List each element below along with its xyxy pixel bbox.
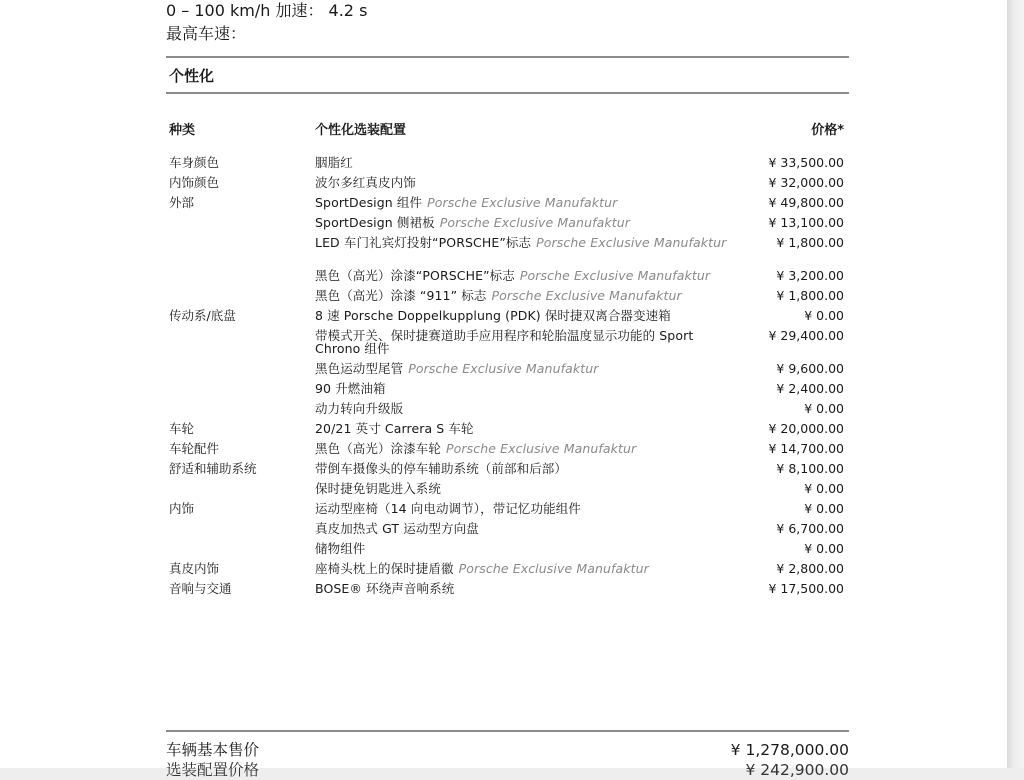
row-option-brand: Porsche Exclusive Manufaktur bbox=[446, 441, 637, 456]
acceleration-line: 0 – 100 km/h 加速： 4.2 s bbox=[166, 1, 368, 20]
column-header-category: 种类 bbox=[169, 123, 196, 138]
row-option-text: 黑色（高光）涂漆车轮 bbox=[315, 441, 442, 456]
row-option-brand: Porsche Exclusive Manufaktur bbox=[536, 235, 727, 250]
column-header-price: 价格* bbox=[811, 123, 844, 138]
row-price: ¥ 0.00 bbox=[804, 501, 844, 516]
row-option bbox=[315, 236, 735, 249]
row-option bbox=[315, 269, 735, 282]
row-option bbox=[315, 176, 735, 189]
options-price-value: ¥ 242,900.00 bbox=[745, 761, 849, 779]
row-price: ¥ 49,800.00 bbox=[768, 195, 844, 210]
row-price: ¥ 13,100.00 bbox=[768, 215, 844, 230]
section-divider-top bbox=[166, 56, 849, 58]
page-edge-shadow bbox=[1007, 0, 1024, 768]
row-price: ¥ 1,800.00 bbox=[776, 288, 844, 303]
row-option-brand: Porsche Exclusive Manufaktur bbox=[491, 288, 682, 303]
row-option-text: 带模式开关、保时捷赛道助手应用程序和轮胎温度显示功能的 Sport Chrono 组件 bbox=[315, 328, 694, 356]
row-price: ¥ 1,800.00 bbox=[776, 235, 844, 250]
row-option-text: 运动型座椅（14 向电动调节），带记忆功能组件 bbox=[315, 501, 581, 516]
row-option-text: BOSE® 环绕声音响系统 bbox=[315, 581, 455, 596]
row-price: ¥ 2,400.00 bbox=[776, 381, 844, 396]
row-price: ¥ 29,400.00 bbox=[768, 328, 844, 343]
row-category: 真皮内饰 bbox=[169, 561, 220, 576]
row-option bbox=[315, 216, 735, 229]
row-price: ¥ 20,000.00 bbox=[768, 421, 844, 436]
row-option bbox=[315, 502, 735, 515]
row-price: ¥ 9,600.00 bbox=[776, 361, 844, 376]
row-category: 车轮 bbox=[169, 421, 195, 436]
summary-divider bbox=[166, 730, 849, 732]
row-option bbox=[315, 582, 735, 595]
row-option-text: 90 升燃油箱 bbox=[315, 381, 386, 396]
row-option bbox=[315, 382, 735, 395]
row-price: ¥ 17,500.00 bbox=[768, 581, 844, 596]
row-price: ¥ 2,800.00 bbox=[776, 561, 844, 576]
row-option-text: 保时捷免钥匙进入系统 bbox=[315, 481, 442, 496]
row-price: ¥ 14,700.00 bbox=[768, 441, 844, 456]
row-price: ¥ 3,200.00 bbox=[776, 268, 844, 283]
row-option bbox=[315, 402, 735, 415]
top-speed-line: 最高车速： bbox=[166, 24, 247, 43]
row-price: ¥ 0.00 bbox=[804, 401, 844, 416]
row-price: ¥ 0.00 bbox=[804, 481, 844, 496]
row-category: 舒适和辅助系统 bbox=[169, 461, 257, 476]
row-option-text: 8 速 Porsche Doppelkupplung (PDK) 保时捷双离合器变速箱 bbox=[315, 308, 671, 323]
row-price: ¥ 8,100.00 bbox=[776, 461, 844, 476]
row-category: 音响与交通 bbox=[169, 581, 232, 596]
row-category: 车身颜色 bbox=[169, 155, 220, 170]
row-option bbox=[315, 422, 735, 435]
row-category: 内饰颜色 bbox=[169, 175, 220, 190]
row-option bbox=[315, 562, 735, 575]
row-option-text: SportDesign 组件 bbox=[315, 195, 423, 210]
row-option bbox=[315, 329, 735, 355]
row-option bbox=[315, 362, 735, 375]
row-price: ¥ 0.00 bbox=[804, 541, 844, 556]
row-option bbox=[315, 482, 735, 495]
row-category: 外部 bbox=[169, 195, 195, 210]
row-option bbox=[315, 462, 735, 475]
row-option-text: 黑色运动型尾管 bbox=[315, 361, 404, 376]
base-price-label: 车辆基本售价 bbox=[166, 741, 260, 759]
row-option bbox=[315, 156, 735, 169]
section-divider-bottom bbox=[166, 92, 849, 94]
row-option-text: LED 车门礼宾灯投射“PORSCHE”标志 bbox=[315, 235, 532, 250]
row-option-brand: Porsche Exclusive Manufaktur bbox=[519, 268, 711, 283]
row-option-text: 真皮加热式 GT 运动型方向盘 bbox=[315, 521, 479, 536]
row-option-text: 黑色（高光）涂漆“PORSCHE”标志 bbox=[315, 268, 515, 283]
row-price: ¥ 32,000.00 bbox=[768, 175, 844, 190]
section-title: 个性化 bbox=[169, 67, 215, 85]
row-option bbox=[315, 522, 735, 535]
row-option-text: SportDesign 侧裙板 bbox=[315, 215, 435, 230]
row-price: ¥ 6,700.00 bbox=[776, 521, 844, 536]
row-option-text: 波尔多红真皮内饰 bbox=[315, 175, 416, 190]
row-option-text: 黑色（高光）涂漆 “911” 标志 bbox=[315, 288, 487, 303]
row-price: ¥ 33,500.00 bbox=[768, 155, 844, 170]
row-price: ¥ 0.00 bbox=[804, 308, 844, 323]
options-price-label: 选装配置价格 bbox=[166, 761, 260, 779]
row-option-brand: Porsche Exclusive Manufaktur bbox=[408, 361, 599, 376]
row-option bbox=[315, 442, 735, 455]
row-option bbox=[315, 196, 735, 209]
row-option-text: 20/21 英寸 Carrera S 车轮 bbox=[315, 421, 474, 436]
row-option bbox=[315, 309, 735, 322]
row-option-brand: Porsche Exclusive Manufaktur bbox=[439, 215, 630, 230]
row-option-text: 胭脂红 bbox=[315, 155, 353, 170]
row-option-text: 座椅头枕上的保时捷盾徽 bbox=[315, 561, 454, 576]
row-option bbox=[315, 289, 735, 302]
row-category: 传动系/底盘 bbox=[169, 308, 236, 323]
row-option-text: 储物组件 bbox=[315, 541, 366, 556]
row-category: 内饰 bbox=[169, 501, 195, 516]
row-option-brand: Porsche Exclusive Manufaktur bbox=[458, 561, 649, 576]
row-option-text: 带倒车摄像头的停车辅助系统（前部和后部） bbox=[315, 461, 568, 476]
base-price-value: ¥ 1,278,000.00 bbox=[730, 741, 849, 759]
row-option-brand: Porsche Exclusive Manufaktur bbox=[427, 195, 618, 210]
row-option bbox=[315, 542, 735, 555]
column-header-option: 个性化选装配置 bbox=[315, 123, 407, 138]
row-option-text: 动力转向升级版 bbox=[315, 401, 404, 416]
row-category: 车轮配件 bbox=[169, 441, 220, 456]
